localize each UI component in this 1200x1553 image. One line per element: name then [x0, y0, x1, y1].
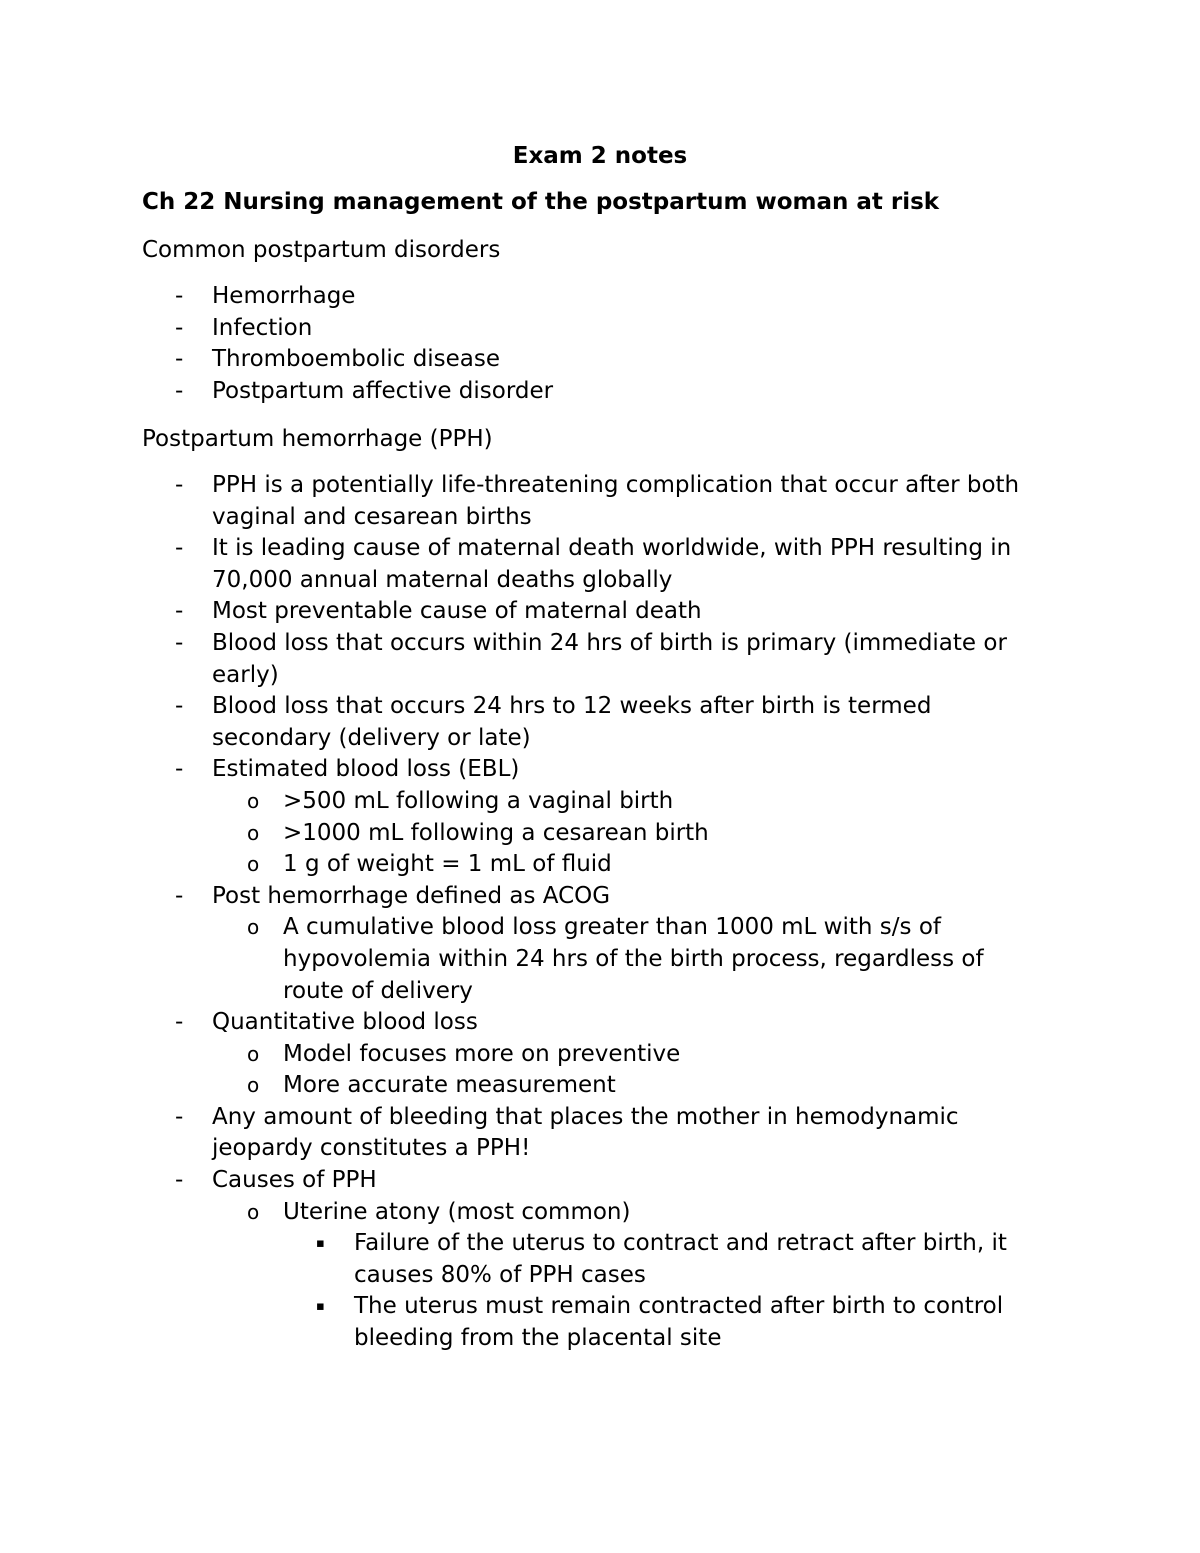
- list-item: [0, 1197, 1019, 1229]
- list-item: [0, 1007, 1019, 1039]
- circle-bullet: o: [247, 1041, 260, 1066]
- circle-bullet: o: [247, 820, 260, 845]
- chapter-heading: Ch 22 Nursing management of the postpartum woman at risk: [142, 189, 940, 215]
- list-item-text: PPH is a potentially life-threatening complication that occur after both: [212, 472, 1020, 498]
- list-item: [0, 944, 1019, 976]
- list-item-text: >1000 mL following a cesarean birth: [283, 819, 709, 846]
- dash-bullet: -: [175, 1167, 184, 1194]
- list-item: [0, 533, 1019, 565]
- list-item-text: Hemorrhage: [212, 283, 356, 309]
- list-item-text: vaginal and cesarean births: [212, 503, 532, 530]
- list-item: [0, 628, 1019, 660]
- common-disorders-list: [0, 281, 553, 407]
- list-item-text: 1 g of weight = 1 mL of fluid: [283, 851, 612, 878]
- list-item-text: Quantitative blood loss: [212, 1009, 478, 1036]
- list-item: [0, 660, 1019, 692]
- list-item-text: hypovolemia within 24 hrs of the birth process, regardless of: [283, 945, 984, 972]
- list-item-text: Causes of PPH: [212, 1167, 377, 1194]
- list-item-text: >500 mL following a vaginal birth: [283, 787, 674, 814]
- list-item-text: Blood loss that occurs within 24 hrs of birth is primary (immediate or: [212, 629, 1007, 656]
- dash-bullet: -: [175, 472, 184, 498]
- list-item: [0, 565, 1019, 597]
- list-item-text: bleeding from the placental site: [354, 1325, 722, 1352]
- square-bullet-icon: ▪: [316, 1299, 325, 1315]
- circle-bullet: o: [247, 1199, 260, 1224]
- dash-bullet: -: [175, 693, 184, 720]
- list-item: [0, 344, 553, 376]
- list-item: [0, 849, 1019, 881]
- list-item: [0, 818, 1019, 850]
- list-item-text: Model focuses more on preventive: [283, 1040, 681, 1067]
- list-item: [0, 1039, 1019, 1071]
- dash-bullet: -: [175, 756, 184, 783]
- circle-bullet: o: [247, 788, 260, 813]
- list-item-text: Blood loss that occurs 24 hrs to 12 weeks after birth is termed: [212, 693, 932, 720]
- list-item: [0, 723, 1019, 755]
- list-item: [0, 912, 1019, 944]
- document-title: Exam 2 notes: [512, 143, 688, 169]
- dash-bullet: -: [175, 629, 184, 656]
- circle-bullet: o: [247, 1073, 260, 1098]
- list-item: [0, 881, 1019, 913]
- list-item-text: Any amount of bleeding that places the mother in hemodynamic: [212, 1103, 959, 1130]
- section-label-common-disorders: Common postpartum disorders: [142, 237, 501, 263]
- list-item: [0, 313, 553, 345]
- list-item-text: secondary (delivery or late): [212, 724, 531, 751]
- dash-bullet: -: [175, 377, 184, 404]
- list-item: [0, 786, 1019, 818]
- list-item-text: early): [212, 661, 279, 688]
- list-item: [0, 376, 553, 408]
- list-item-text: Infection: [212, 314, 313, 341]
- dash-bullet: -: [175, 1009, 184, 1036]
- list-item: [0, 1260, 1019, 1292]
- circle-bullet: o: [247, 915, 260, 940]
- list-item-text: 70,000 annual maternal deaths globally: [212, 566, 673, 593]
- list-item-text: A cumulative blood loss greater than 1000 mL with s/s of: [283, 914, 941, 941]
- list-item: [0, 1070, 1019, 1102]
- circle-bullet: o: [247, 852, 260, 877]
- list-item: [0, 1323, 1019, 1355]
- dash-bullet: -: [175, 283, 184, 309]
- list-item-text: It is leading cause of maternal death worldwide, with PPH resulting in: [212, 535, 1012, 562]
- list-item: [0, 1291, 1019, 1323]
- list-item: [0, 281, 553, 313]
- list-item-text: causes 80% of PPH cases: [354, 1261, 646, 1288]
- list-item: [0, 691, 1019, 723]
- list-item-text: Failure of the uterus to contract and retract after birth, it: [354, 1230, 1007, 1257]
- list-item-text: Thromboembolic disease: [212, 346, 501, 373]
- list-item-text: Most preventable cause of maternal death: [212, 598, 702, 625]
- list-item-text: Uterine atony (most common): [283, 1198, 631, 1225]
- list-item-text: More accurate measurement: [283, 1072, 616, 1099]
- list-item-text: Post hemorrhage defined as ACOG: [212, 882, 611, 909]
- list-item: [0, 754, 1019, 786]
- dash-bullet: -: [175, 346, 184, 373]
- dash-bullet: -: [175, 882, 184, 909]
- list-item-text: The uterus must remain contracted after birth to control: [354, 1293, 1004, 1320]
- list-item-text: route of delivery: [283, 977, 473, 1004]
- pph-notes-list: [0, 470, 1019, 1355]
- list-item-text: Postpartum affective disorder: [212, 377, 554, 404]
- dash-bullet: -: [175, 598, 184, 625]
- list-item: [0, 1133, 1019, 1165]
- section-label-pph: Postpartum hemorrhage (PPH): [142, 426, 493, 452]
- dash-bullet: -: [175, 1103, 184, 1130]
- list-item: [0, 1165, 1019, 1197]
- list-item-text: jeopardy constitutes a PPH!: [212, 1135, 531, 1162]
- list-item: [0, 502, 1019, 534]
- list-item: [0, 596, 1019, 628]
- list-item: [0, 1102, 1019, 1134]
- list-item: [0, 976, 1019, 1008]
- dash-bullet: -: [175, 535, 184, 562]
- list-item-text: Estimated blood loss (EBL): [212, 756, 520, 783]
- square-bullet-icon: ▪: [316, 1236, 325, 1252]
- list-item: [0, 1228, 1019, 1260]
- dash-bullet: -: [175, 314, 184, 341]
- list-item: [0, 470, 1019, 502]
